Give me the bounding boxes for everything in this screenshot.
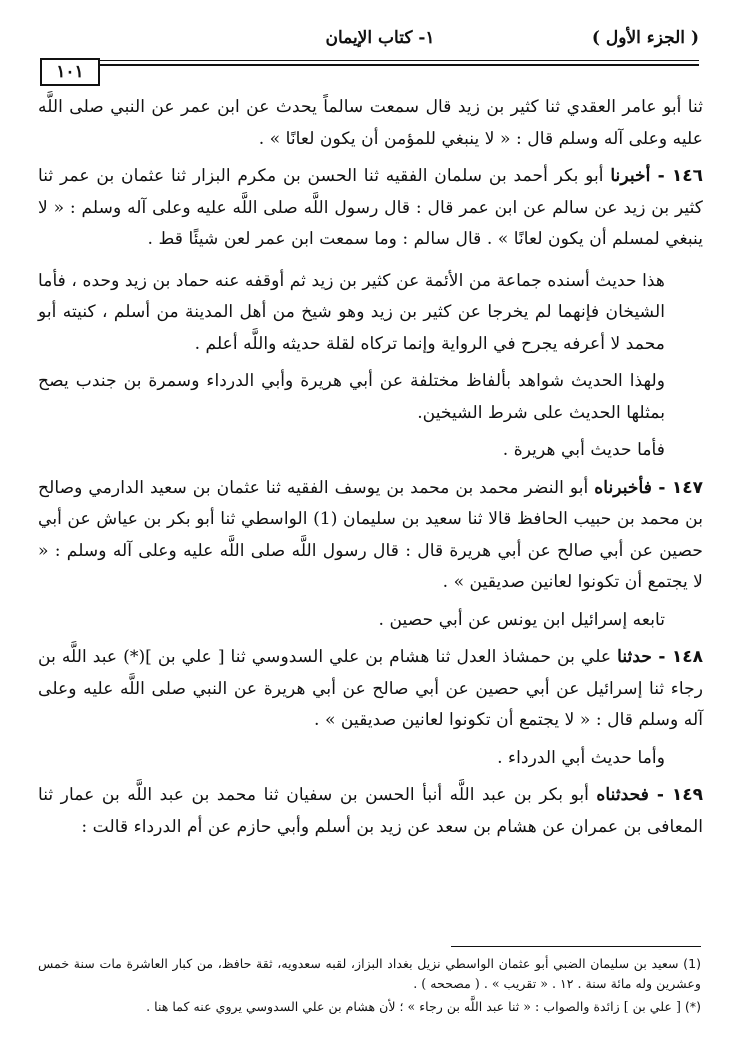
footnote-mark: (*) (684, 999, 701, 1014)
hadith-text: أبو بكر بن عبد اللَّه أنبأ الحسن بن سفيان ثنا محمد بن عبد اللَّه بن عمار ثنا المعافى بن عمران عن هشام بن سعد عن زيد بن أسلم وأبي حازم عن أم الدرداء قالت : (38, 785, 703, 837)
hadith-149 (38, 780, 703, 843)
hadith-number: ١٤٦ (671, 166, 703, 186)
chapter-title: ١- كتاب الإيمان (325, 28, 435, 48)
transmission-keyword: فحدثناه (596, 785, 649, 805)
hadith-text: أبو بكر أحمد بن سلمان الفقيه ثنا الحسن بن مكرم البزار ثنا عثمان بن عمر ثنا كثير بن زيد عن سالم عن ابن عمر قال : قال رسول اللَّه صلى اللَّه عليه وعلى آله وسلم : « لا ينبغي لمسلم أن يكون لعانًا » . قال سالم : وما سمعت ابن عمر لعن شيئًا قط . (38, 166, 703, 249)
main-text (38, 92, 703, 843)
footnote-divider (451, 946, 701, 947)
commentary-paragraph: تابعه إسرائيل ابن يونس عن أبي حصين . (378, 609, 665, 630)
volume-label: ( الجزء الأول ) (591, 28, 699, 48)
page-header (40, 28, 699, 82)
hadith-number: ١٤٨ (671, 647, 703, 667)
transmission-keyword: أخبرنا (610, 166, 651, 186)
commentary-paragraph: هذا حديث أسنده جماعة من الأئمة عن كثير بن زيد ثم أوقفه عنه حماد بن زيد وحده ، فأما الشيخان فإنهما لم يخرجا عن كثير بن زيد وهو شيخ من أهل المدينة من أسلم ، كنيته أبو محمد لا أعرفه يجرح في الرواية وإنما تركاه لقلة حديثه واللَّه أعلم . (38, 270, 665, 354)
hadith-147 (38, 473, 703, 599)
hadith-146 (38, 161, 703, 256)
section-intro: فأما حديث أبي هريرة . (502, 440, 665, 460)
section-intro: وأما حديث أبي الدرداء . (497, 747, 665, 768)
hadith-number-separator: - (650, 166, 672, 186)
hadith-number-separator: - (652, 477, 672, 498)
header-rule (40, 60, 699, 61)
footnote-1 (38, 954, 701, 994)
footnote-ref: (*) (123, 647, 146, 667)
page-number: ١٠١ (40, 58, 100, 86)
hadith-number: ١٤٩ (671, 785, 703, 805)
footnote-text: سعيد بن سليمان الضبي أبو عثمان الواسطي نزيل بغداد البزاز، لقبه سعدويه، ثقة حافظ، من كبار العاشرة مات سنة خمس وعشرين وله مائة سنة . ١٢ . « تقريب » . ( مصححه ) . (38, 956, 701, 991)
hadith-number-separator: - (648, 785, 672, 805)
footnotes (38, 954, 701, 1017)
hadith-text: عبد اللَّه بن رجاء ثنا إسرائيل عن أبي حصين عن أبي صالح عن أبي هريرة عن النبي صلى اللَّه عليه وعلى آله وسلم قال : « لا يجتمع أن تكونوا لعانين صديقين » . (38, 647, 703, 730)
transmission-keyword: فأخبرناه (594, 477, 653, 498)
footnote-text: [ علي بن ] زائدة والصواب : « ثنا عبد اللَّه بن رجاء » ؛ لأن هشام بن علي السدوسي يروي عنه كما هنا . (146, 999, 681, 1014)
hadith-text: علي بن حمشاذ العدل ثنا هشام بن علي السدوسي ثنا [ علي بن ] (145, 647, 618, 667)
hadith-number: ١٤٧ (671, 477, 703, 498)
hadith-text: أبو النضر محمد بن محمد بن يوسف الفقيه ثنا عثمان بن سعيد الدارمي وصالح بن محمد بن حبيب الحافظ قالا ثنا سعيد بن سليمان (38, 477, 703, 529)
commentary-paragraph: ولهذا الحديث شواهد بألفاظ مختلفة عن أبي هريرة وأبي الدرداء وسمرة بن جندب يصح بمثلها الحديث على شرط الشيخين. (38, 371, 665, 423)
header-rule-thick (100, 64, 699, 66)
hadith-text: الواسطي ثنا أبو بكر بن عياش عن أبي حصين عن أبي صالح عن أبي هريرة قال : قال رسول اللَّه صلى اللَّه عليه وعلى آله وسلم : « لا يجتمع أن تكونوا لعانين صديقين » . (38, 509, 703, 592)
footnote-mark: (1) (683, 956, 701, 971)
transmission-keyword: حدثنا (617, 647, 652, 667)
footnote-star (38, 997, 701, 1017)
footnote-ref: (1) (313, 509, 338, 529)
hadith-148 (38, 642, 703, 737)
hadith-number-separator: - (651, 647, 672, 667)
paragraph-continuation: ثنا أبو عامر العقدي ثنا كثير بن زيد قال سمعت سالماً يحدث عن ابن عمر عن النبي صلى اللَّه عليه وعلى آله وسلم قال : « لا ينبغي للمؤمن أن يكون لعانًا » . (38, 97, 703, 149)
